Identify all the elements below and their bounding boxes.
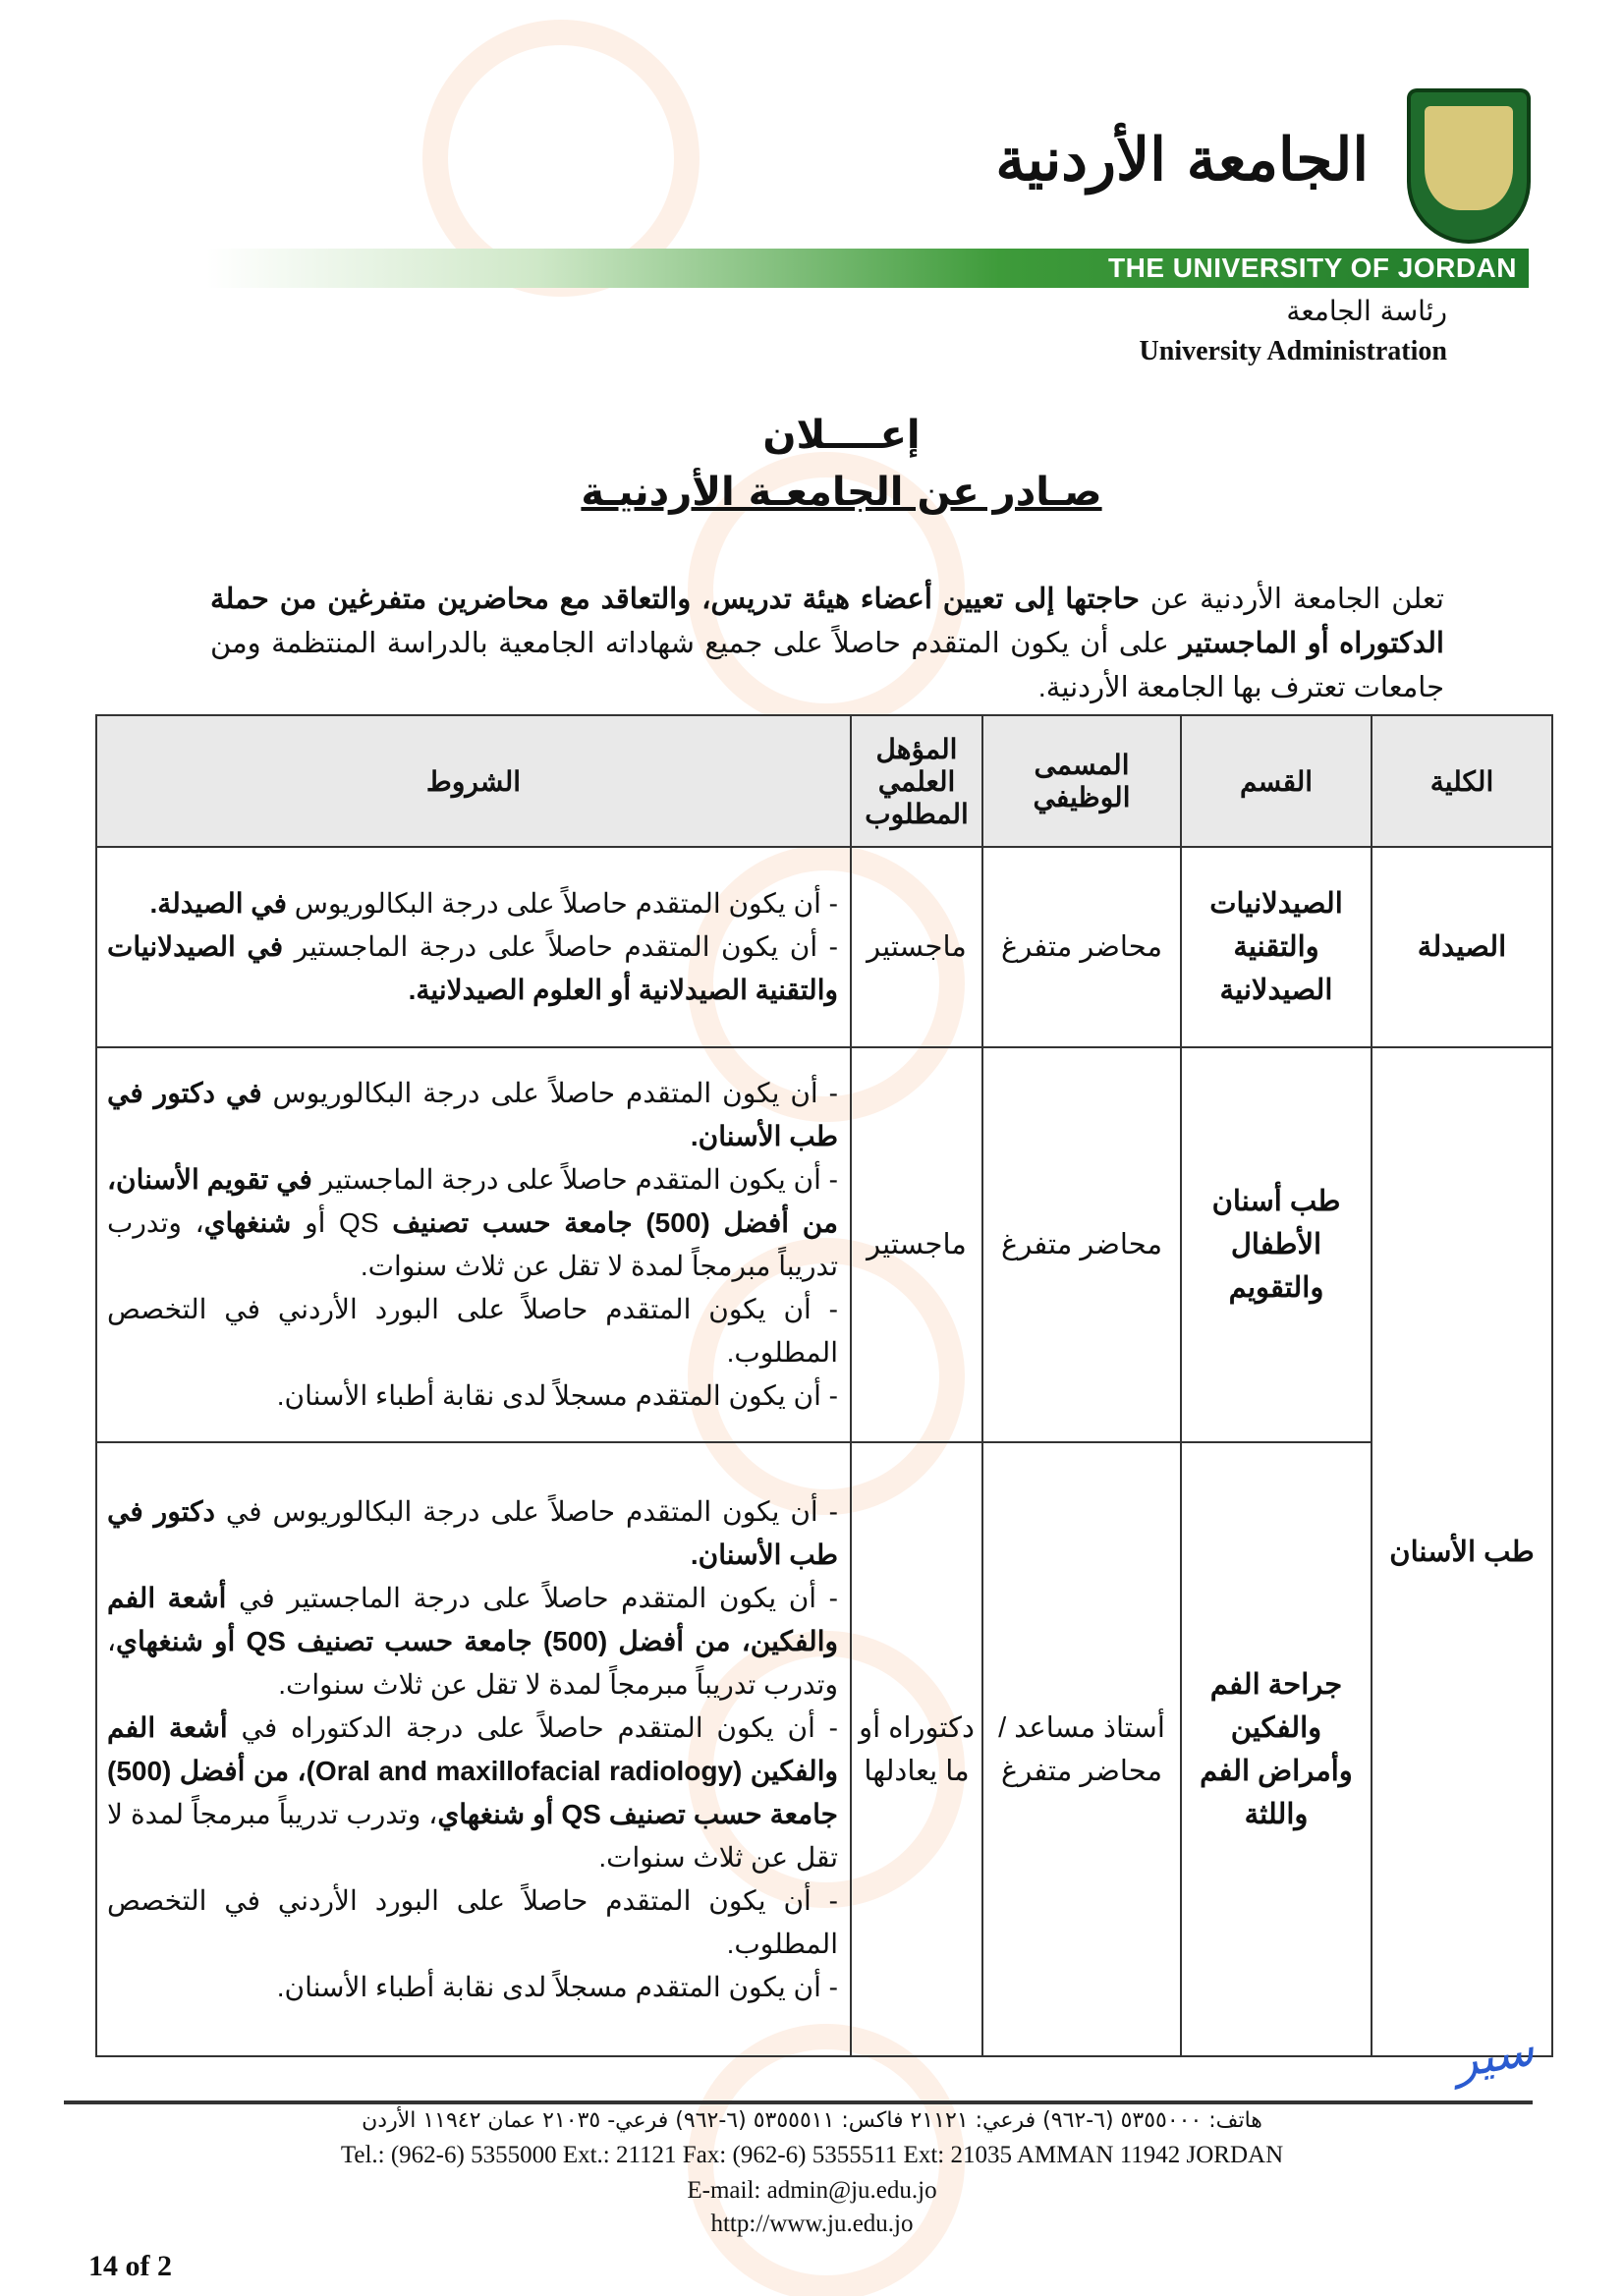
- bold-text: شنغهاي: [203, 1207, 292, 1238]
- table-row: [96, 847, 1552, 1047]
- bold-text: في دكتور في طب الأسنان.: [107, 1078, 838, 1151]
- faculty-cell: طب الأسنان: [1372, 1047, 1552, 2056]
- bold-text: في تقويم الأسنان، من أفضل (500) جامعة حسب تصنيف: [107, 1164, 839, 1238]
- bold-text: دكتور في طب الأسنان.: [107, 1495, 838, 1570]
- condition-item: [107, 1072, 838, 1158]
- job-title-cell: محاضر متفرغ: [982, 847, 1181, 1047]
- degree-cell: دكتوراه أو ما يعادلها: [851, 1442, 982, 2056]
- presidency-english: University Administration: [1139, 336, 1447, 366]
- signature: ﺳﯿﺮ: [1449, 2021, 1539, 2090]
- text: - أن يكون المتقدم حاصلاً على البورد الأردني في التخصص المطلوب.: [107, 1294, 838, 1368]
- positions-table: [95, 714, 1553, 2057]
- text: - أن يكون المتقدم حاصلاً على درجة الماجستير: [311, 1164, 838, 1195]
- text: - أن يكون المتقدم حاصلاً على البورد الأردني في التخصص المطلوب.: [107, 1884, 838, 1959]
- job-title-cell: محاضر متفرغ: [982, 1047, 1181, 1442]
- footer-website[interactable]: http://www.ju.edu.jo: [710, 2211, 914, 2237]
- condition-item: [107, 1577, 838, 1707]
- condition-item: [107, 1879, 838, 1966]
- text: - أن يكون المتقدم حاصلاً على درجة الماجستير في: [226, 1582, 838, 1613]
- condition-item: [107, 882, 838, 925]
- text: - أن يكون المتقدم حاصلاً على درجة البكالوريوس: [261, 1078, 838, 1108]
- text: تعلن الجامعة الأردنية عن: [1139, 584, 1444, 615]
- university-name-english: THE UNIVERSITY OF JORDAN: [1108, 252, 1517, 283]
- conditions-cell: [96, 1442, 851, 2056]
- footer-divider: [64, 2100, 1533, 2104]
- conditions-cell: [96, 1047, 851, 1442]
- bold-text: حاجتها إلى تعيين أعضاء هيئة تدريس، والتعاقد مع محاضرين متفرغين من حملة الدكتوراه أو الماجستير: [210, 584, 1444, 659]
- bold-text: في الصيدلة.: [149, 888, 288, 919]
- header-department: القسم: [1181, 715, 1372, 847]
- text: على أن يكون المتقدم حاصلاً على جميع شهاداته الجامعية بالدراسة المنتظمة ومن جامعات تعترف بها الجامعة الأردنية.: [210, 628, 1444, 703]
- header-conditions: الشروط: [96, 715, 851, 847]
- text: - أن يكون المتقدم مسجلاً لدى نقابة أطباء الأسنان.: [276, 1380, 838, 1411]
- header-degree: المؤهل العلمي المطلوب: [851, 715, 982, 847]
- condition-item: [107, 1288, 838, 1374]
- condition-item: [107, 1374, 838, 1418]
- announcement-title: إعــــلان: [762, 413, 921, 458]
- department-cell: جراحة الفم والفكين وأمراض الفم واللثة: [1181, 1442, 1372, 2056]
- footer-contact-english: Tel.: (962-6) 5355000 Ext.: 21121 Fax: (962-6) 5355511 Ext: 21035 AMMAN 11942 JORDAN: [340, 2142, 1284, 2168]
- conditions-cell: [96, 847, 851, 1047]
- text: ، وتدرب تدريباً مبرمجاً لمدة لا تقل عن ثلاث سنوات.: [107, 1798, 838, 1873]
- text: - أن يكون المتقدم مسجلاً لدى نقابة أطباء الأسنان.: [276, 1971, 838, 2002]
- footer-contact-arabic: هاتف: ٥٣٥٥٠٠٠ (٦-٩٦٢) فرعي: ٢١١٢١ فاكس: ٥٣٥٥٥١١ (٦-٩٦٢) فرعي- ٢١٠٣٥ عمان ١١٩٤٢ الأردن: [362, 2108, 1262, 2133]
- university-banner: [206, 249, 1529, 288]
- bold-text: أشعة الفم والفكين، من أفضل (500) جامعة حسب تصنيف QS أو شنغهاي: [107, 1582, 838, 1656]
- presidency-arabic: رئاسة الجامعة: [1286, 295, 1447, 327]
- condition-item: [107, 1966, 838, 2009]
- table-header-row: [96, 715, 1552, 847]
- text: - أن يكون المتقدم حاصلاً على درجة الدكتوراه في: [227, 1711, 838, 1743]
- university-logo-shield: [1407, 88, 1531, 244]
- job-title-cell: أستاذ مساعد / محاضر متفرغ: [982, 1442, 1181, 2056]
- department-cell: طب أسنان الأطفال والتقويم: [1181, 1047, 1372, 1442]
- degree-cell: ماجستير: [851, 847, 982, 1047]
- text: - أن يكون المتقدم حاصلاً على درجة البكالوريوس في: [214, 1495, 838, 1527]
- announcement-subtitle: صـادر عن الجامعـة الأردنيـة: [581, 470, 1102, 515]
- text: QS أو: [291, 1207, 393, 1238]
- text: ، وتدرب تدريباً مبرمجاً لمدة لا تقل عن ثلاث سنوات.: [107, 1207, 838, 1281]
- page-number: 14 of 2: [88, 2250, 172, 2282]
- condition-item: [107, 1707, 838, 1879]
- condition-item: [107, 925, 838, 1012]
- department-cell: الصيدلانيات والتقنية الصيدلانية: [1181, 847, 1372, 1047]
- bold-text: أشعة الفم والفكين (Oral and maxillofacial radiology)، من أفضل (500) جامعة حسب تصنيف QS أو شنغهاي: [107, 1711, 838, 1829]
- table-row: [96, 1047, 1552, 1442]
- faculty-cell: الصيدلة: [1372, 847, 1552, 1047]
- university-name-arabic-logo: الجامعة الأردنية: [995, 126, 1369, 195]
- header-faculty: الكلية: [1372, 715, 1552, 847]
- table-row: [96, 1442, 1552, 2056]
- degree-cell: ماجستير: [851, 1047, 982, 1442]
- condition-item: [107, 1490, 838, 1577]
- header-job-title: المسمى الوظيفي: [982, 715, 1181, 847]
- text: - أن يكون المتقدم حاصلاً على درجة الماجستير: [283, 931, 838, 962]
- text: ، وتدرب تدريباً مبرمجاً لمدة لا تقل عن ثلاث سنوات.: [107, 1625, 838, 1700]
- text: - أن يكون المتقدم حاصلاً على درجة البكالوريوس: [287, 888, 838, 919]
- footer-email[interactable]: E-mail: admin@ju.edu.jo: [687, 2177, 937, 2204]
- bold-text: في الصيدلانيات والتقنية الصيدلانية أو العلوم الصيدلانية.: [107, 931, 838, 1005]
- condition-item: [107, 1158, 838, 1288]
- intro-paragraph: [210, 578, 1444, 710]
